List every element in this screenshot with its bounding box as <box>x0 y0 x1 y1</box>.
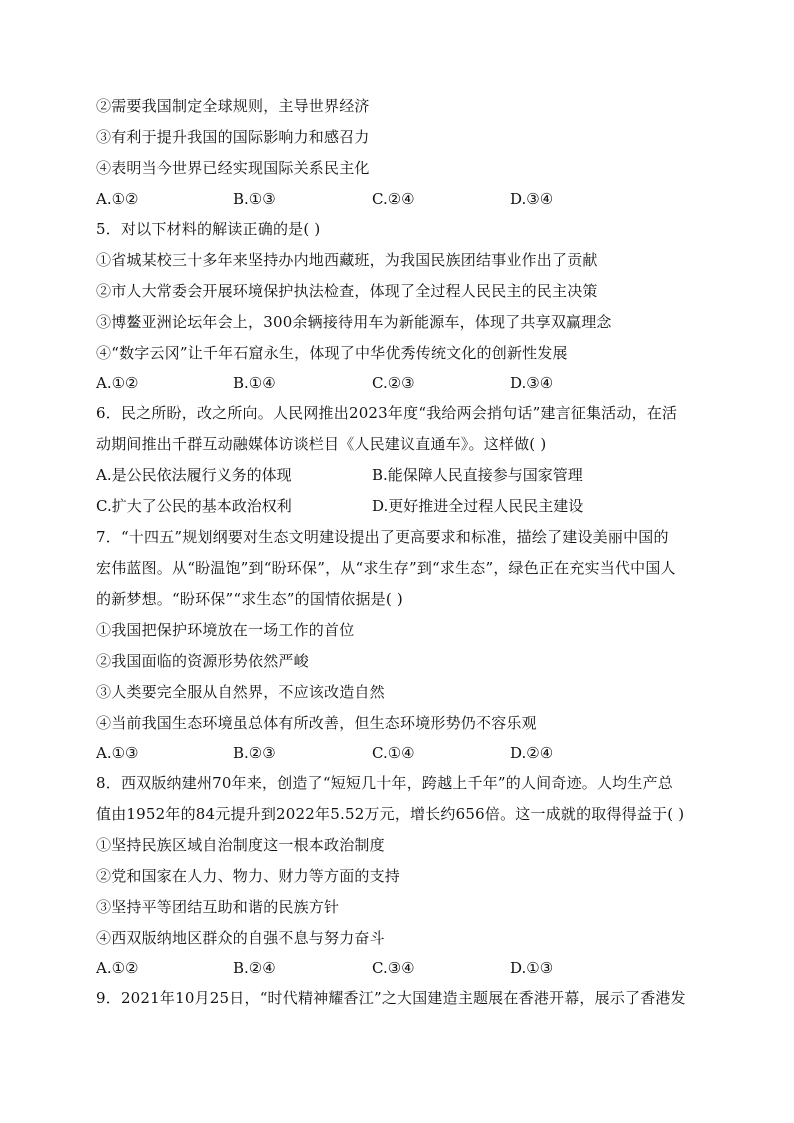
option-line: ④西双版纳地区群众的自强不息与努力奋斗 <box>96 929 385 947</box>
choice-b: B.①③ <box>233 190 276 208</box>
option-line: ③博鳌亚洲论坛年会上，300余辆接待用车为新能源车，体现了共享双赢理念 <box>96 313 612 331</box>
option-line: ①省城某校三十多年来坚持办内地西藏班，为我国民族团结事业作出了贡献 <box>96 251 598 269</box>
option-line: ②需要我国制定全球规则，主导世界经济 <box>96 97 370 115</box>
option-line: ④表明当今世界已经实现国际关系民主化 <box>96 159 370 177</box>
question-6: 6．民之所盼，改之所向。人民网推出2023年度“我给两会捎句话”建言征集活动，在活 <box>96 404 678 422</box>
question-7-cont: 宏伟蓝图。从“盼温饱”到“盼环保”，从“求生存”到“求生态”，绿色正在充实当代中国人 <box>96 559 676 577</box>
choice-c: C.③④ <box>372 959 415 977</box>
question-8: 8．西双版纳建州70年来，创造了“短短几十年，跨越上千年”的人间奇迹。人均生产总 <box>96 774 673 792</box>
choice-a: A.①② <box>96 190 139 208</box>
question-6-cont: 动期间推出千群互动融媒体访谈栏目《人民建议直通车》。这样做( ) <box>96 435 547 453</box>
choice-a: A.①② <box>96 374 139 392</box>
option-line: ③有利于提升我国的国际影响力和感召力 <box>96 128 370 146</box>
question-9: 9．2021年10月25日，“时代精神耀香江”之大国建造主题展在香港开幕，展示了香港发 <box>96 989 686 1007</box>
option-line: ④当前我国生态环境虽总体有所改善，但生态环境形势仍不容乐观 <box>96 714 537 732</box>
choice-d: D.①③ <box>510 959 554 977</box>
choice-a: A.①② <box>96 959 139 977</box>
option-line: ①坚持民族区域自治制度这一根本政治制度 <box>96 836 385 854</box>
choice-c: C.扩大了公民的基本政治权利 <box>96 497 292 515</box>
option-line: ②市人大常委会开展环境保护执法检查，体现了全过程人民民主的民主决策 <box>96 282 598 300</box>
option-line: ①我国把保护环境放在一场工作的首位 <box>96 621 355 639</box>
option-line: ④“数字云冈”让千年石窟永生，体现了中华优秀传统文化的创新性发展 <box>96 344 568 362</box>
choice-d: D.③④ <box>510 190 554 208</box>
question-7: 7．“十四五”规划纲要对生态文明建设提出了更高要求和标准，描绘了建设美丽中国的 <box>96 528 669 546</box>
option-line: ③人类要完全服从自然界，不应该改造自然 <box>96 683 385 701</box>
question-7-cont: 的新梦想。“盼环保”“求生态”的国情依据是( ) <box>96 590 403 608</box>
choice-c: C.②③ <box>372 374 415 392</box>
choice-d: D.③④ <box>510 374 554 392</box>
choice-c: C.①④ <box>372 744 415 762</box>
option-line: ③坚持平等团结互助和谐的民族方针 <box>96 898 340 916</box>
choice-d: D.更好推进全过程人民民主建设 <box>372 497 584 515</box>
choice-c: C.②④ <box>372 190 415 208</box>
choice-b: B.②④ <box>233 959 276 977</box>
choice-b: B.能保障人民直接参与国家管理 <box>372 466 583 484</box>
question-8-cont: 值由1952年的84元提升到2022年5.52万元，增长约656倍。这一成就的取得得益于( ) <box>96 805 685 823</box>
option-line: ②我国面临的资源形势依然严峻 <box>96 652 309 670</box>
question-5: 5．对以下材料的解读正确的是( ) <box>96 220 321 238</box>
option-line: ②党和国家在人力、物力、财力等方面的支持 <box>96 867 401 885</box>
choice-a: A.是公民依法履行义务的体现 <box>96 466 292 484</box>
choice-a: A.①③ <box>96 744 139 762</box>
choice-b: B.②③ <box>233 744 276 762</box>
choice-b: B.①④ <box>233 374 276 392</box>
choice-d: D.②④ <box>510 744 554 762</box>
